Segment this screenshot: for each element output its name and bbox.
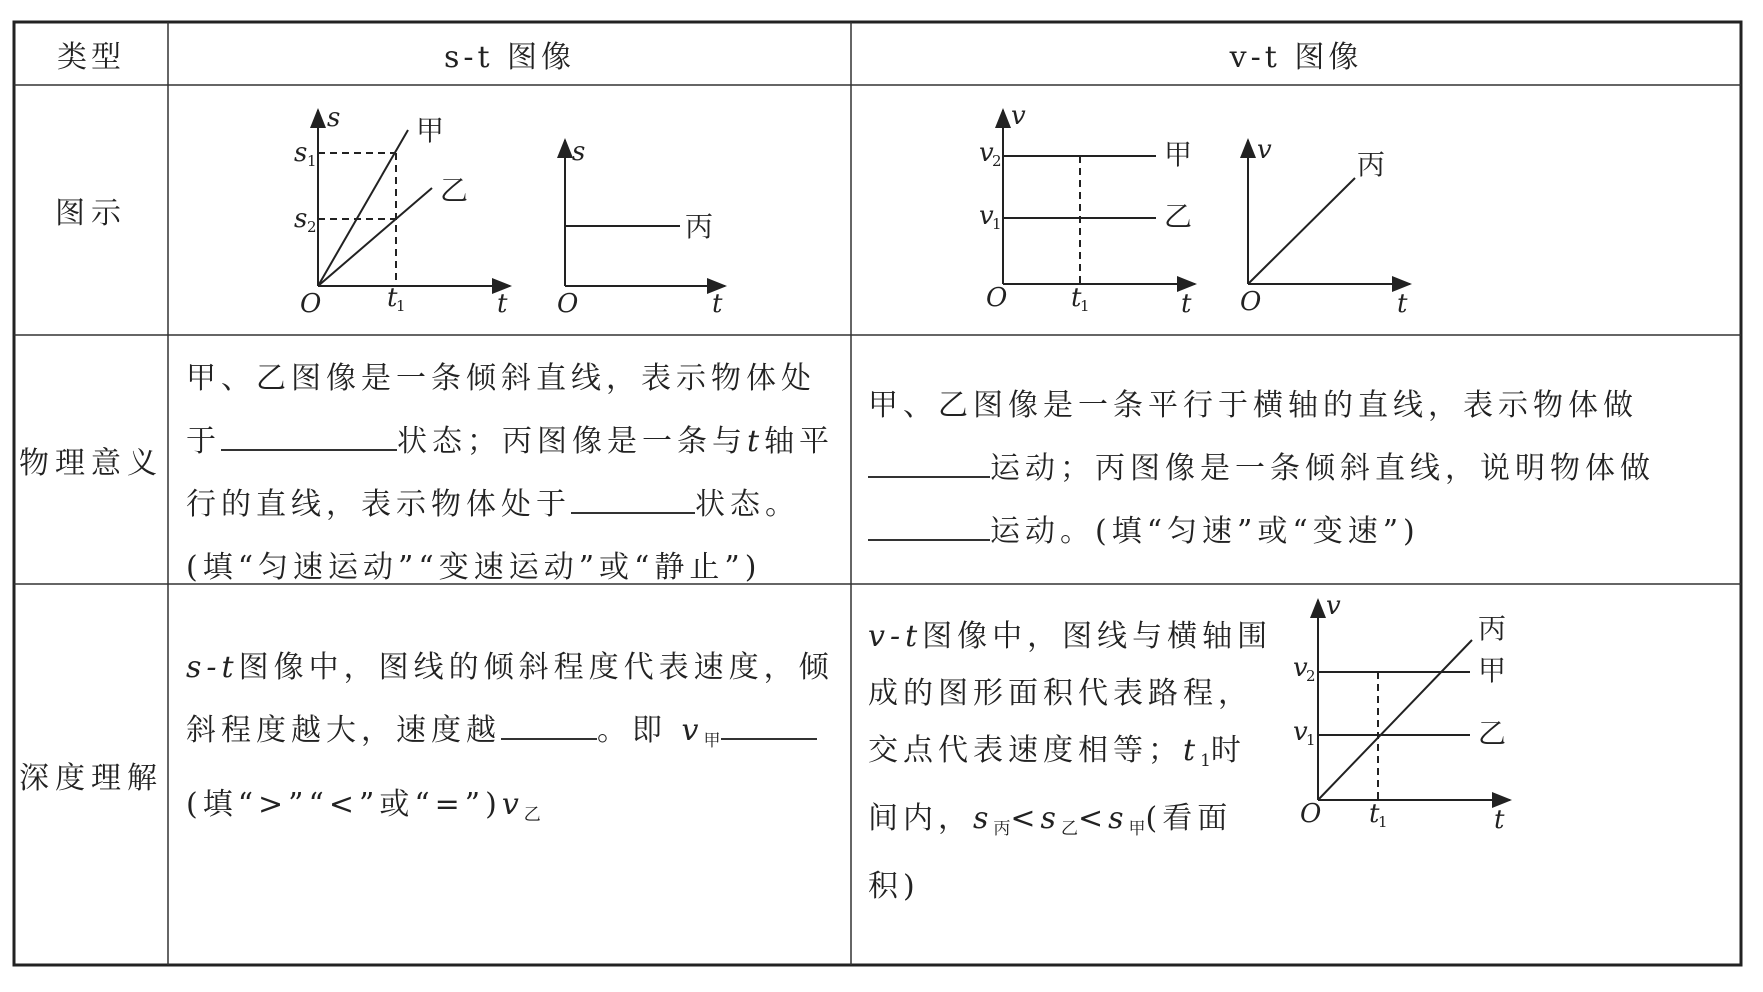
vtd-t1-sub: 1 (1378, 813, 1388, 831)
st-s1-sub: 1 (307, 152, 317, 170)
st-depth-yi: 乙 (523, 805, 541, 825)
vtd-t-label: t (1494, 805, 1505, 835)
vt-depth-s1: s (973, 801, 994, 836)
vt-bing-label: 丙 (1357, 148, 1386, 181)
vtd-v2-sub: 2 (1306, 667, 1316, 685)
vt-depth-p3: (看面积) (868, 801, 1233, 904)
vt-depth-p2: 时间内， (868, 733, 1246, 836)
st-s1-label: s (294, 138, 308, 168)
vt-v1-sub: 1 (992, 215, 1002, 233)
st-s2-sub: 2 (307, 218, 317, 236)
st-right-origin: O (557, 289, 579, 319)
vtd-bing-label: 丙 (1478, 612, 1507, 645)
vt-left-origin: O (986, 283, 1008, 313)
vt-depth-lt1: < (1010, 801, 1041, 836)
vt-depth-lt2: < (1077, 801, 1109, 836)
vt-jia-label: 甲 (1164, 138, 1193, 171)
vtd-v-label: v (1326, 591, 1341, 621)
st-depth-p3: (填“>”“<”或“=”) (186, 787, 502, 822)
vt-depth-jia: 甲 (1128, 819, 1146, 839)
vt-v1-label: v (979, 201, 994, 231)
st-left-s-label: s (327, 103, 341, 133)
vt-depth-bing: 丙 (993, 819, 1011, 839)
st-left-t-label: t (497, 289, 508, 319)
st-right-s-label: s (572, 137, 586, 167)
header-type: 类型 (57, 39, 125, 75)
vt-t1-label: t (1071, 283, 1082, 313)
vt-right-origin: O (1240, 287, 1262, 317)
st-depth-lead: s-t (186, 650, 239, 685)
vt-v2-label: v (979, 138, 994, 168)
vt-right-v-label: v (1257, 135, 1272, 165)
vt-depth-p1: 图像中，图线与横轴围成的图形面积代表路程，交点代表速度相等； (868, 619, 1273, 768)
st-meaning-t: t (747, 424, 765, 459)
vtd-origin: O (1300, 799, 1322, 829)
vt-left-t-label: t (1181, 289, 1192, 319)
st-meaning-p1: 甲、乙图像是一条倾斜直线，表示物体处于 (186, 361, 816, 459)
vt-depth-s2: s (1040, 801, 1061, 836)
vtd-t1-label: t (1369, 799, 1380, 829)
st-t1-sub: 1 (396, 297, 406, 315)
vt-left-v-label: v (1011, 101, 1026, 131)
st-depth-p1: 图像中，图线的倾斜程度代表速度，倾斜程度越大，速度越 (186, 650, 834, 748)
vt-depth-t: t (1183, 733, 1201, 768)
st-meaning-p2: 状态；丙图像是一条与 (397, 424, 747, 459)
vt-yi-label: 乙 (1164, 200, 1193, 233)
vt-t1-sub: 1 (1080, 297, 1090, 315)
st-s2-label: s (294, 204, 308, 234)
header-vt: v-t 图像 (1229, 39, 1363, 75)
row-figure-label: 图示 (55, 196, 127, 231)
st-meaning-p4: 状态。(填“匀速运动”“变速运动”或“静止”) (186, 487, 800, 585)
st-depth-v2: v (501, 787, 524, 822)
vt-depth-t-sub: 1 (1200, 751, 1211, 771)
row-meaning-label: 物理意义 (19, 445, 163, 481)
vt-depth-lead: v-t (868, 619, 923, 654)
vtd-v1-label: v (1293, 717, 1308, 747)
st-t1-label: t (387, 283, 398, 313)
vt-meaning-p2: 运动；丙图像是一条倾斜直线，说明物体做 (990, 451, 1655, 486)
vt-v2-sub: 2 (992, 152, 1002, 170)
st-meaning-p3: 轴平行的直线，表示物体处于 (186, 424, 835, 522)
vt-right-t-label: t (1397, 289, 1408, 319)
vtd-v2-label: v (1293, 653, 1308, 683)
vt-depth-yi: 乙 (1060, 819, 1078, 839)
st-depth-jia: 甲 (703, 731, 721, 751)
st-jia-label: 甲 (416, 114, 445, 147)
st-right-t-label: t (712, 289, 723, 319)
vt-meaning-p3: 运动。(填“匀速”或“变速”) (990, 514, 1420, 549)
st-left-origin: O (300, 289, 322, 319)
vtd-yi-label: 乙 (1478, 717, 1507, 750)
vt-meaning-p1: 甲、乙图像是一条平行于横轴的直线，表示物体做 (868, 388, 1638, 423)
row-depth-label: 深度理解 (19, 760, 163, 796)
header-st: s-t 图像 (443, 39, 576, 75)
vtd-line-bing (1318, 640, 1472, 800)
vtd-v1-sub: 1 (1306, 731, 1316, 749)
st-depth-v1: v (681, 713, 704, 748)
st-yi-label: 乙 (440, 174, 469, 207)
vtd-jia-label: 甲 (1478, 654, 1507, 687)
st-depth-p2: 。即 (597, 713, 667, 748)
vt-depth-s3: s (1108, 801, 1129, 836)
st-bing-label: 丙 (685, 210, 714, 243)
